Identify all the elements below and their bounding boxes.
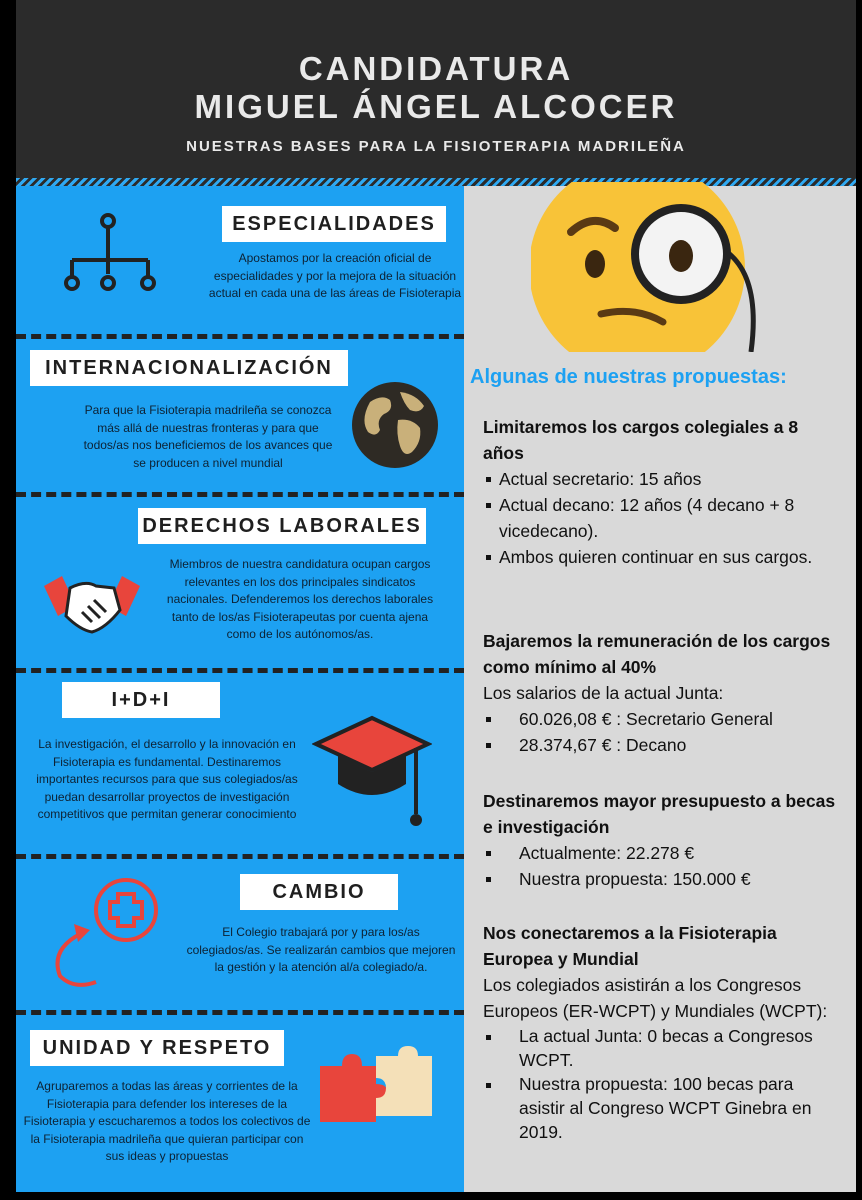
proposal-intro: Los colegiados asistirán a los Congresos Europeos (ER-WCPT) y Mundiales (WCPT): (483, 975, 828, 1021)
puzzle-icon (316, 1046, 436, 1126)
label-cambio: CAMBIO (240, 874, 398, 910)
proposal-limit-terms (483, 414, 843, 570)
divider (16, 668, 464, 673)
list-item: Ambos quieren continuar en sus cargos. (483, 544, 843, 570)
label-especialidades: ESPECIALIDADES (222, 206, 446, 242)
title-line-1: CANDIDATURA (298, 50, 574, 87)
divider (16, 334, 464, 339)
list-item: Nuestra propuesta: 150.000 € (483, 866, 843, 892)
label-derechos-laborales: DERECHOS LABORALES (138, 508, 426, 544)
divider (16, 854, 464, 859)
text-cambio: El Colegio trabajará por y para los/as colegiados/as. Se realizarán cambios que mejoren la gestión y la atención al/a colegiado/a. (186, 925, 456, 974)
proposal-heading: Limitaremos los cargos colegiales a 8 años (483, 417, 799, 463)
title-line-2: MIGUEL ÁNGEL ALCOCER (194, 88, 678, 125)
text-derechos-laborales: Miembros de nuestra candidatura ocupan cargos relevantes en los dos principales sindicatos nacionales. Defenderemos los derechos laborales tanto de los/as Fisioterapeutas por cuenta ajena como de los autónomos/as. (166, 557, 434, 641)
proposal-research-budget (483, 788, 843, 892)
proposal-heading: Nos conectaremos a la Fisioterapia Europea y Mundial (483, 923, 777, 969)
list-item: Actual secretario: 15 años (483, 466, 843, 492)
list-item: 60.026,08 € : Secretario General (483, 706, 843, 732)
proposal-heading: Bajaremos la remuneración de los cargos como mínimo al 40% (483, 631, 831, 677)
handshake-icon (36, 566, 148, 646)
label-unidad-respeto: UNIDAD Y RESPETO (30, 1030, 284, 1066)
graduation-cap-icon (312, 714, 432, 834)
subtitle: NUESTRAS BASES PARA LA FISIOTERAPIA MADRILEÑA (186, 138, 686, 155)
list-item: Actual decano: 12 años (4 decano + 8 vicedecano). (483, 492, 843, 544)
infographic (16, 0, 856, 1192)
label-idi: I+D+I (62, 682, 220, 718)
list-item: Actualmente: 22.278 € (483, 840, 843, 866)
proposal-intro: Los salarios de la actual Junta: (483, 683, 724, 703)
proposal-salary (483, 628, 843, 758)
divider (16, 1010, 464, 1015)
proposal-international (483, 920, 843, 1144)
proposals-title: Algunas de nuestras propuestas: (470, 366, 787, 388)
text-especialidades: Apostamos por la creación oficial de especialidades y por la mejora de la situación actual en cada una de las áreas de Fisioterapia (208, 251, 462, 300)
divider (16, 492, 464, 497)
change-icon (40, 872, 170, 992)
proposal-heading: Destinaremos mayor presupuesto a becas e investigación (483, 791, 836, 837)
list-item: 28.374,67 € : Decano (483, 732, 843, 758)
label-internacionalizacion: INTERNACIONALIZACIÓN (30, 350, 348, 386)
text-unidad-respeto: Agruparemos a todas las áreas y corrientes de la Fisioterapia para defender los intereses de la Fisioterapia y escucharemos a todos los colectivos de la Fisioterapia madrileña que quieran participar con sus ideas y propuestas (23, 1079, 311, 1163)
thinking-monocle-face-icon (531, 182, 773, 352)
list-item: La actual Junta: 0 becas a Congresos WCPT. (483, 1024, 843, 1072)
hierarchy-icon (62, 212, 162, 296)
globe-icon (350, 380, 440, 470)
text-internacionalizacion: Para que la Fisioterapia madrileña se conozca más allá de nuestras fronteras y para que todos/as nos beneficiemos de los avances que se producen a nivel mundial (83, 403, 333, 470)
list-item: Nuestra propuesta: 100 becas para asistir al Congreso WCPT Ginebra en 2019. (483, 1072, 843, 1144)
header-banner (16, 0, 856, 178)
text-idi: La investigación, el desarrollo y la innovación en Fisioterapia es fundamental. Destinaremos importantes recursos para que sus colegiados/as puedan desarrollar proyectos de investigación competitivos que permitan generar conocimiento (36, 737, 298, 821)
